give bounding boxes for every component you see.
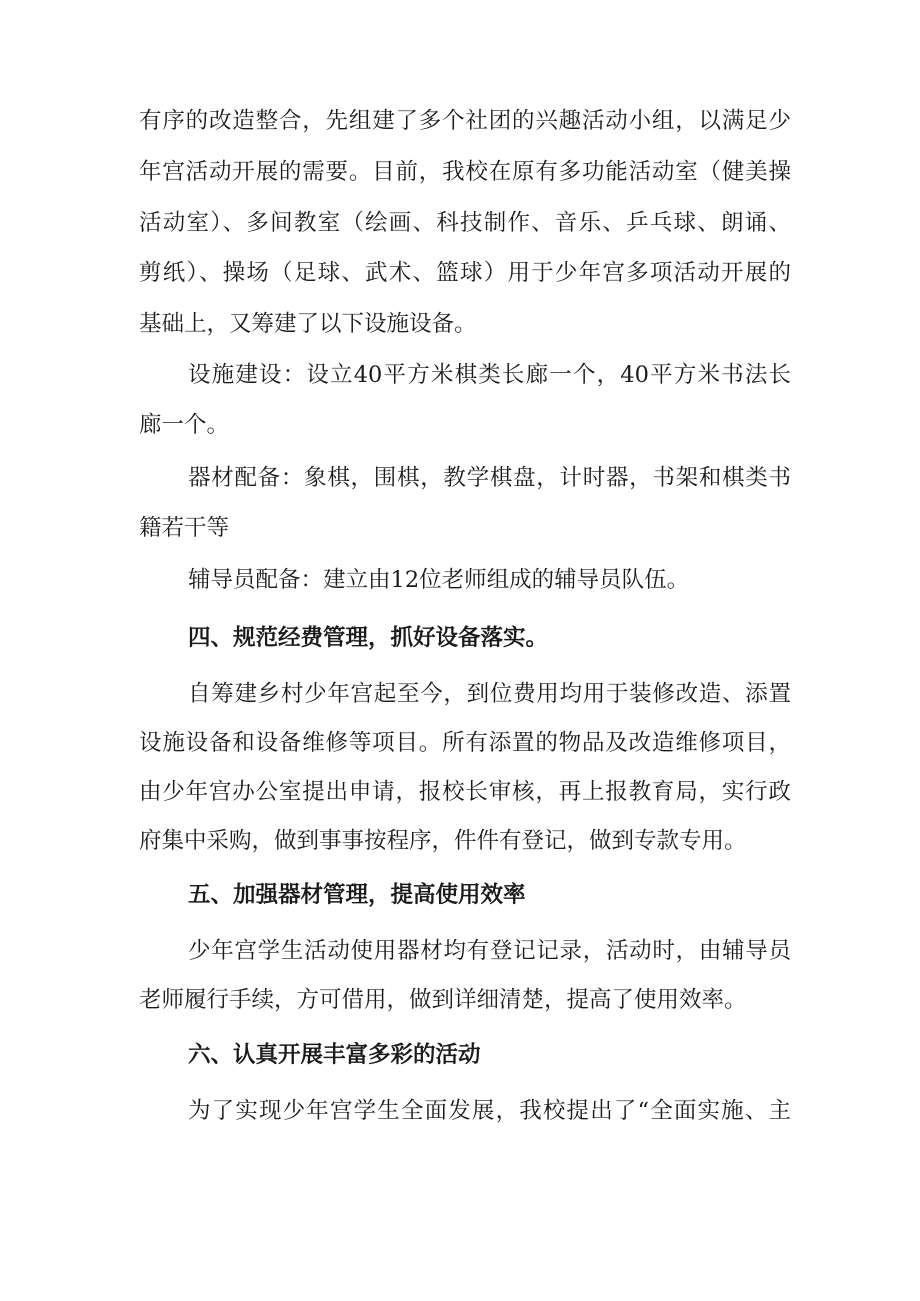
paragraph-line: 府集中采购，做到事事按程序，件件有登记，做到专款专用。 — [139, 828, 747, 854]
paragraph-line: 设施建设：设立40平方米棋类长廊一个，40平方米书法长 — [188, 362, 791, 388]
paragraph-line: 有序的改造整合，先组建了多个社团的兴趣活动小组，以满足少 — [139, 108, 791, 134]
paragraph-line: 基础上，又筹建了以下设施设备。 — [139, 311, 477, 337]
paragraph-line: 器材配备：象棋，围棋，教学棋盘，计时器，书架和棋类书 — [188, 465, 791, 491]
paragraph-line: 辅导员配备：建立由12位老师组成的辅导员队伍。 — [188, 567, 690, 593]
paragraph-line: 活动室）、多间教室（绘画、科技制作、音乐、乒乓球、朗诵、 — [139, 210, 791, 236]
paragraph-line: 由少年宫办公室提出申请，报校长审核，再上报教育局，实行政 — [139, 779, 791, 805]
paragraph-line: 籍若干等 — [139, 515, 230, 541]
section-heading: 六、认真开展丰富多彩的活动 — [188, 1042, 481, 1068]
paragraph-line: 剪纸）、操场（足球、武术、篮球）用于少年宫多项活动开展的 — [139, 260, 791, 286]
section-heading: 四、规范经费管理，抓好设备落实。 — [188, 625, 549, 651]
paragraph-line: 设施设备和设备维修等项目。所有添置的物品及改造维修项目， — [139, 730, 791, 756]
paragraph-line: 廊一个。 — [139, 412, 230, 438]
paragraph-line: 老师履行手续，方可借用，做到详细清楚，提高了使用效率。 — [139, 987, 747, 1013]
section-heading: 五、加强器材管理，提高使用效率 — [188, 882, 526, 908]
paragraph-line: 自筹建乡村少年宫起至今，到位费用均用于装修改造、添置 — [188, 681, 791, 707]
paragraph-line: 少年宫学生活动使用器材均有登记记录，活动时，由辅导员 — [188, 938, 791, 964]
paragraph-line: 为了实现少年宫学生全面发展，我校提出了“全面实施、主 — [188, 1098, 791, 1124]
paragraph-line: 年宫活动开展的需要。目前，我校在原有多功能活动室（健美操 — [139, 159, 791, 185]
